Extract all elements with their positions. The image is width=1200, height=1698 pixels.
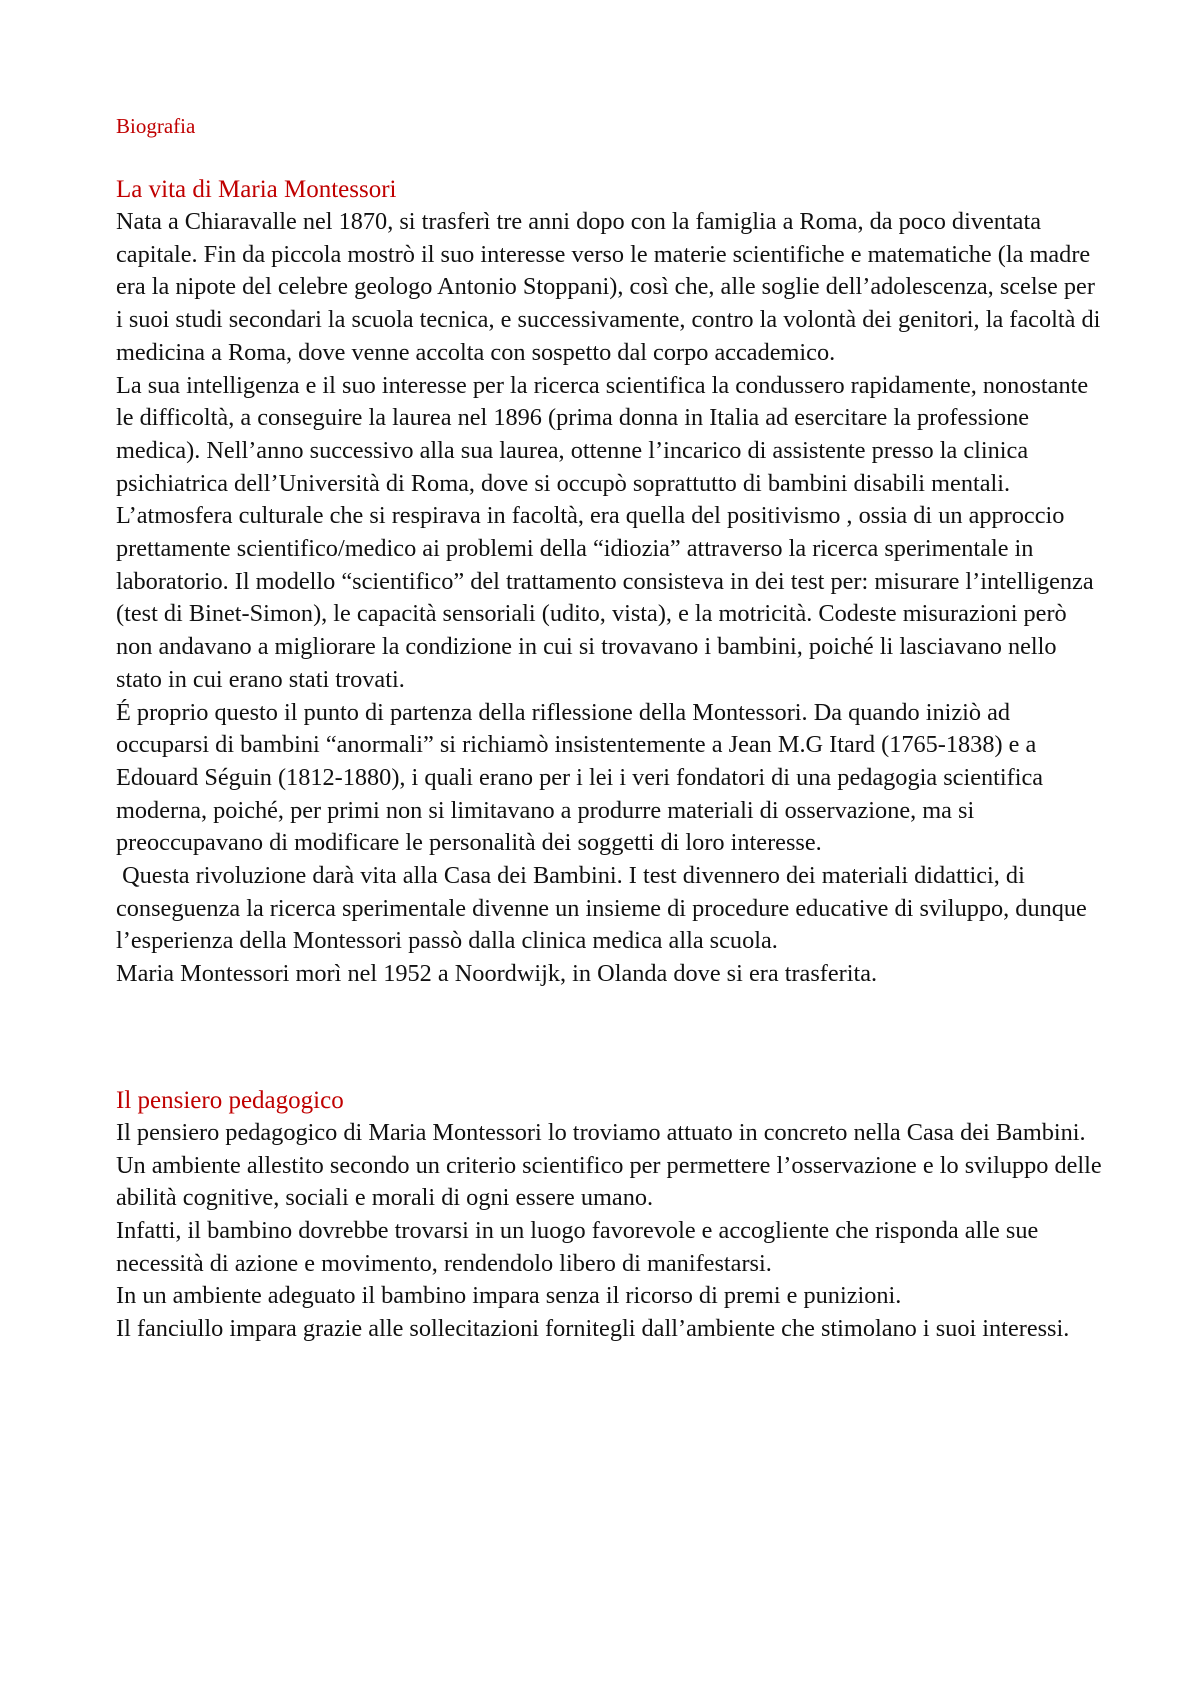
paragraph: Nata a Chiaravalle nel 1870, si trasferì tre anni dopo con la famiglia a Roma, da poco diventata capitale. Fin da piccola mostrò il suo interesse verso le materie scientifiche e matematiche (la madre era la nipote del celebre geologo Antonio Stoppani), così che, alle soglie dell’adolescenza, scelse per i suoi studi secondari la scuola tecnica, e successivamente, contro la volontà dei genitori, la facoltà di medicina a Roma, dove venne accolta con sospetto dal corpo accademico. — [116, 208, 1101, 366]
spacer — [116, 140, 1106, 174]
section-pedagogical-thought — [116, 1085, 1106, 1346]
document-body — [116, 112, 1106, 1346]
document-label: Biografia — [116, 114, 196, 138]
paragraph: Infatti, il bambino dovrebbe trovarsi in un luogo favorevole e accogliente che risponda alle sue necessità di azione e movimento, rendendolo libero di manifestarsi. — [116, 1216, 1039, 1277]
spacer — [116, 991, 1106, 1085]
paragraph: Maria Montessori morì nel 1952 a Noordwijk, in Olanda dove si era trasferita. — [116, 960, 878, 988]
paragraph: Un ambiente allestito secondo un criterio scientifico per permettere l’osservazione e lo sviluppo delle abilità cognitive, sociali e morali di ogni essere umano. — [116, 1151, 1102, 1212]
section-title: Il pensiero pedagogico — [116, 1086, 344, 1114]
section-title: La vita di Maria Montessori — [116, 176, 397, 203]
paragraph: É proprio questo il punto di partenza della riflessione della Montessori. Da quando iniziò ad occuparsi di bambini “anormali” si richiamò insistentemente a Jean M.G Itard (1765-1838) e a Edouard Séguin (1812-1880), i quali erano per i lei i veri fondatori di una pedagogia scientifica moderna, poiché, per primi non si limitavano a produrre materiali di osservazione, ma si preoccupavano di modificare le personalità dei soggetti di loro interesse. — [116, 698, 1044, 857]
paragraph: Il pensiero pedagogico di Maria Montessori lo troviamo attuato in concreto nella Casa dei Bambini. — [116, 1118, 1086, 1146]
paragraph: Il fanciullo impara grazie alle sollecitazioni fornitegli dall’ambiente che stimolano i suoi interessi. — [116, 1315, 1070, 1343]
paragraph: L’atmosfera culturale che si respirava in facoltà, era quella del positivismo , ossia di un approccio prettamente scientifico/medico ai problemi della “idiozia” attraverso la ricerca sperimentale in laboratorio. Il modello “scientifico” del trattamento consisteva in dei test per: misurare l’intelligenza (test di Binet-Simon), le capacità sensoriali (udito, vista), e la motricità. Codeste misurazioni però non andavano a migliorare la condizione in cui si trovavano i bambini, poiché li lasciavano nello stato in cui erano stati trovati. — [116, 502, 1094, 693]
paragraph: La sua intelligenza e il suo interesse per la ricerca scientifica la condussero rapidamente, nonostante le difficoltà, a conseguire la laurea nel 1896 (prima donna in Italia ad esercitare la professione medica). Nell’anno successivo alla sua laurea, ottenne l’incarico di assistente presso la clinica psichiatrica dell’Università di Roma, dove si occupò soprattutto di bambini disabili mentali. — [116, 371, 1089, 497]
section-biography — [116, 174, 1106, 991]
paragraph: Questa rivoluzione darà vita alla Casa dei Bambini. I test divennero dei materiali didattici, di conseguenza la ricerca sperimentale divenne un insieme di procedure educative di sviluppo, dunque l’esperienza della Montessori passò dalla clinica medica alla scuola. — [116, 862, 1087, 955]
paragraph: In un ambiente adeguato il bambino impara senza il ricorso di premi e punizioni. — [116, 1282, 902, 1310]
